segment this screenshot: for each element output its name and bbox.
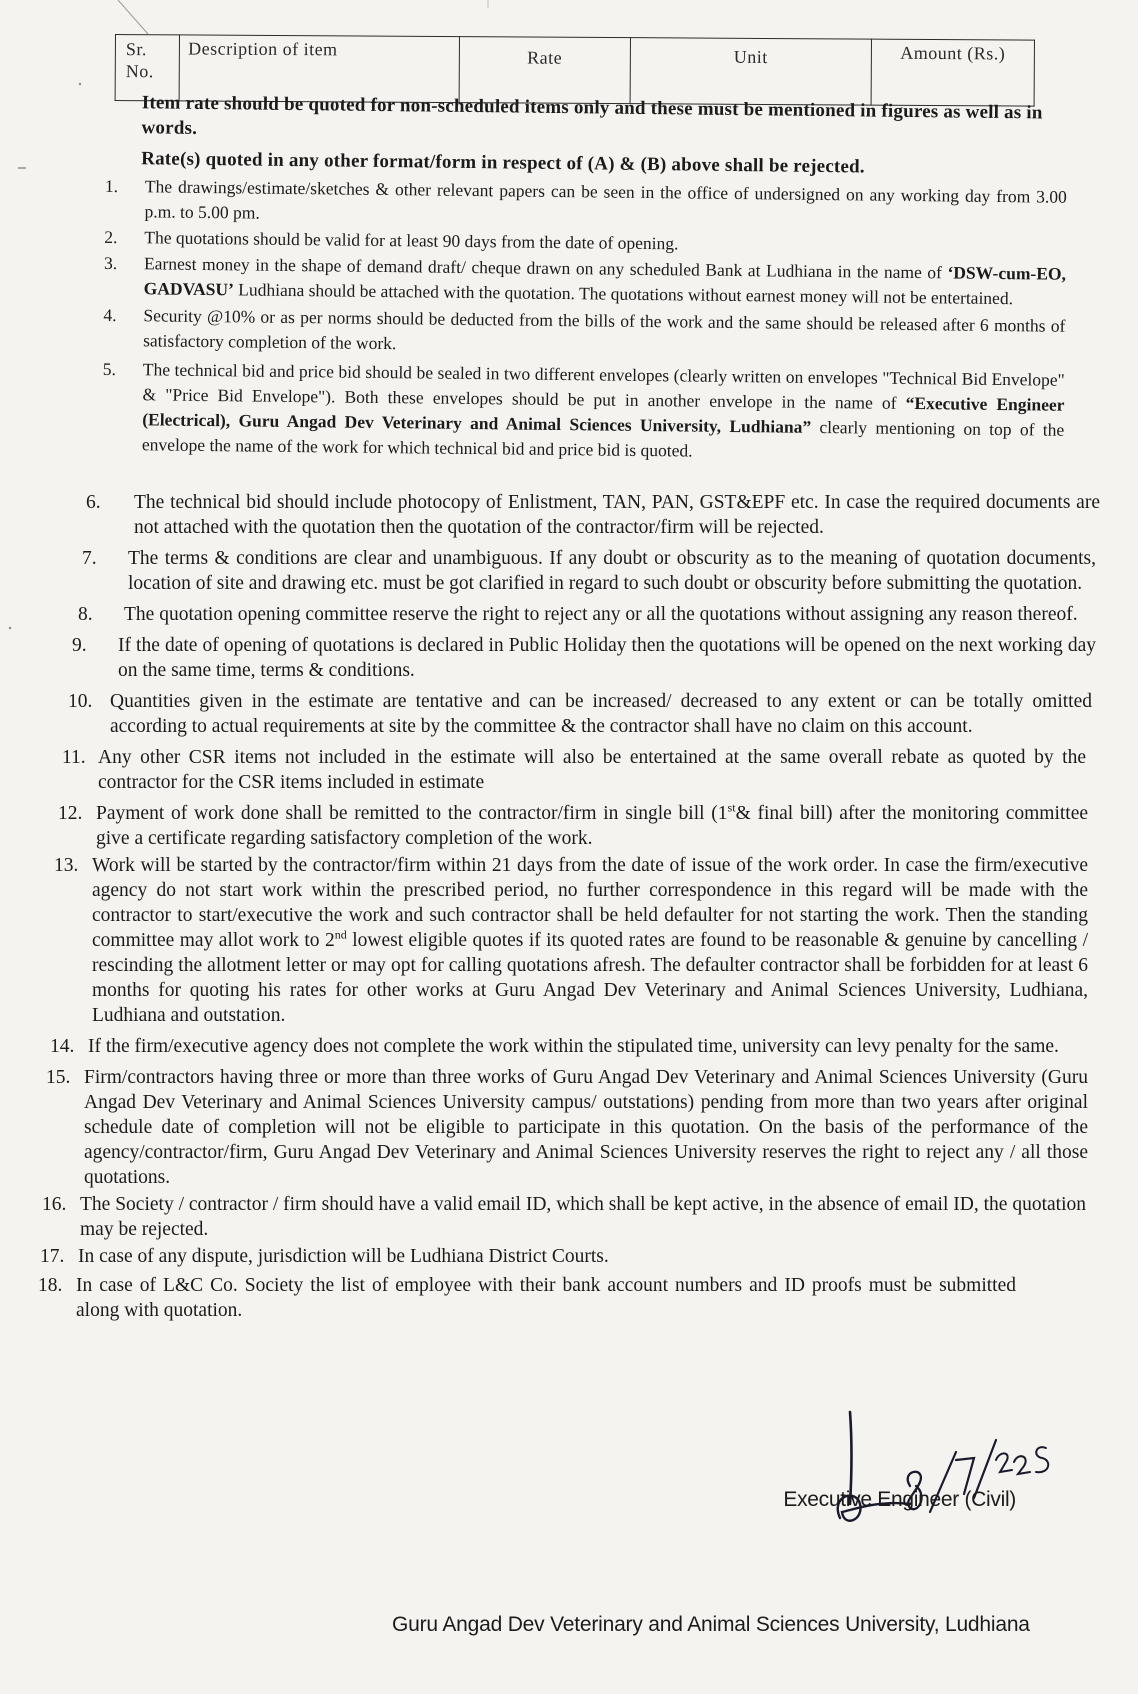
signatory-title: Executive Engineer (Civil): [783, 1488, 1016, 1511]
list-item: 10. Quantities given in the estimate are tentative and can be increased/ decreased to any extent or can be totally omitted according to actual requirements at site by the committee & the contractor shall have no claim on this account.: [68, 691, 1092, 737]
list-item: 7. The terms & conditions are clear and unambiguous. If any doubt or obscurity as to the meaning of quotation documents, location of site and drawing etc. must be got clarified in regard to such doubt or obscurity before submitting the quotation.: [82, 548, 1096, 594]
list-item: 17. In case of any dispute, jurisdiction will be Ludhiana District Courts.: [40, 1246, 609, 1267]
list-item: 5. The technical bid and price bid should be sealed in two different envelopes (clearly written on envelopes "Technical Bid Envelope" & "Price Bid Envelope"). Both these envelopes should be put in another envelope in the name of “Executive Engineer (Electrical), Guru Angad Dev Veterinary and Animal Sciences University, Ludhiana” clearly mentioning on top of the envelope the name of the work for which technical bid and price bid is quoted.: [102, 358, 1065, 461]
rate-header: Rate: [459, 37, 631, 104]
list-item: 12. Payment of work done shall be remitted to the contractor/firm in single bill (1st& final bill) after the monitoring committee give a certificate regarding satisfactory completion of the work.: [58, 800, 1089, 849]
list-item: 13. Work will be started by the contractor/firm within 21 days from the date of issue of the work order. In case the firm/executive agency do not start work within the prescribed period, no further correspondence in this regard will be made with the contractor to start/executive the work and such contractor shall be held defaulter for not starting the work. Then the standing committee may allot work to 2nd lowest eligible quotes if its quoted rates are found to be reasonable & genuine by cancelling / rescinding the allotment letter or may opt for calling quotations afresh. The defaulter contractor shall be forbidden for at least 6 months for quoting his rates for other works at Guru Angad Dev Veterinary and Animal Sciences University, Ludhiana, Ludhiana and outstation.: [54, 855, 1088, 1026]
amount-header: Amount (Rs.): [871, 39, 1035, 106]
sr-no-header: Sr. No.: [115, 35, 180, 101]
list-item: 9. If the date of opening of quotations is declared in Public Holiday then the quotations will be opened on the next working day on the same time, terms & conditions.: [72, 635, 1096, 681]
list-item: 16. The Society / contractor / firm should have a valid email ID, which shall be kept active, in the absence of email ID, the quotation may be rejected.: [42, 1194, 1086, 1240]
note-rate-format: Rate(s) quoted in any other format/form in respect of (A) & (B) above shall be rejected.: [141, 148, 865, 178]
handwritten-signature: [760, 1400, 1080, 1540]
note-item-rate: Item rate should be quoted for non-scheduled items only and these must be mentioned in figures as well as in words.: [141, 92, 1043, 139]
list-item: 14. If the firm/executive agency does not complete the work within the stipulated time, university can levy penalty for the same.: [50, 1036, 1059, 1057]
list-item: 6. The technical bid should include photocopy of Enlistment, TAN, PAN, GST&EPF etc. In case the required documents are not attached with the quotation then the quotation of the contractor/firm will be rejected.: [86, 492, 1100, 538]
list-item: 4. Security @10% or as per norms should be deducted from the bills of the work and the same should be released after 6 months of satisfactory completion of the work.: [103, 304, 1066, 354]
list-item: 18. In case of L&C Co. Society the list of employee with their bank account numbers and ID proofs must be submitted along with quotation.: [38, 1275, 1016, 1321]
list-item: 3. Earnest money in the shape of demand draft/ cheque drawn on any scheduled Bank at Ludhiana in the name of ‘DSW-cum-EO, GADVASU’ Ludhiana should be attached with the quotation. The quotations without earnest money will not be entertained.: [103, 252, 1067, 309]
top-conditions-list: [102, 174, 1067, 468]
list-item: 1. The drawings/estimate/sketches & other relevant papers can be seen in the office of undersigned on any working day from 3.00 p.m. to 5.00 pm.: [104, 175, 1067, 223]
signatory-institution: Guru Angad Dev Veterinary and Animal Sciences University, Ludhiana: [392, 1613, 1030, 1636]
signature-block: [760, 1400, 1080, 1600]
description-header: Description of item: [179, 35, 459, 103]
list-item: 2. The quotations should be valid for at least 90 days from the date of opening.: [104, 226, 679, 254]
list-item: 11. Any other CSR items not included in the estimate will also be entertained at the same overall rebate as quoted by the contractor for the CSR items included in estimate: [62, 747, 1086, 793]
unit-header: Unit: [630, 38, 871, 105]
top-conditions-block: [102, 90, 1068, 469]
main-conditions-list: [38, 490, 1100, 1323]
list-item: 15. Firm/contractors having three or more than three works of Guru Angad Dev Veterinary and Animal Sciences University (Guru Angad Dev Veterinary and Animal Sciences University campus/ outstations) pending from more than two years after original schedule date of completion will not be eligible to participate in this quotation. On the basis of the performance of the agency/contractor/firm, Guru Angad Dev Veterinary and Animal Sciences University reserves the right to reject any / all those quotations.: [46, 1067, 1088, 1188]
list-item: 8. The quotation opening committee reserve the right to reject any or all the quotations without assigning any reason thereof.: [78, 604, 1078, 625]
